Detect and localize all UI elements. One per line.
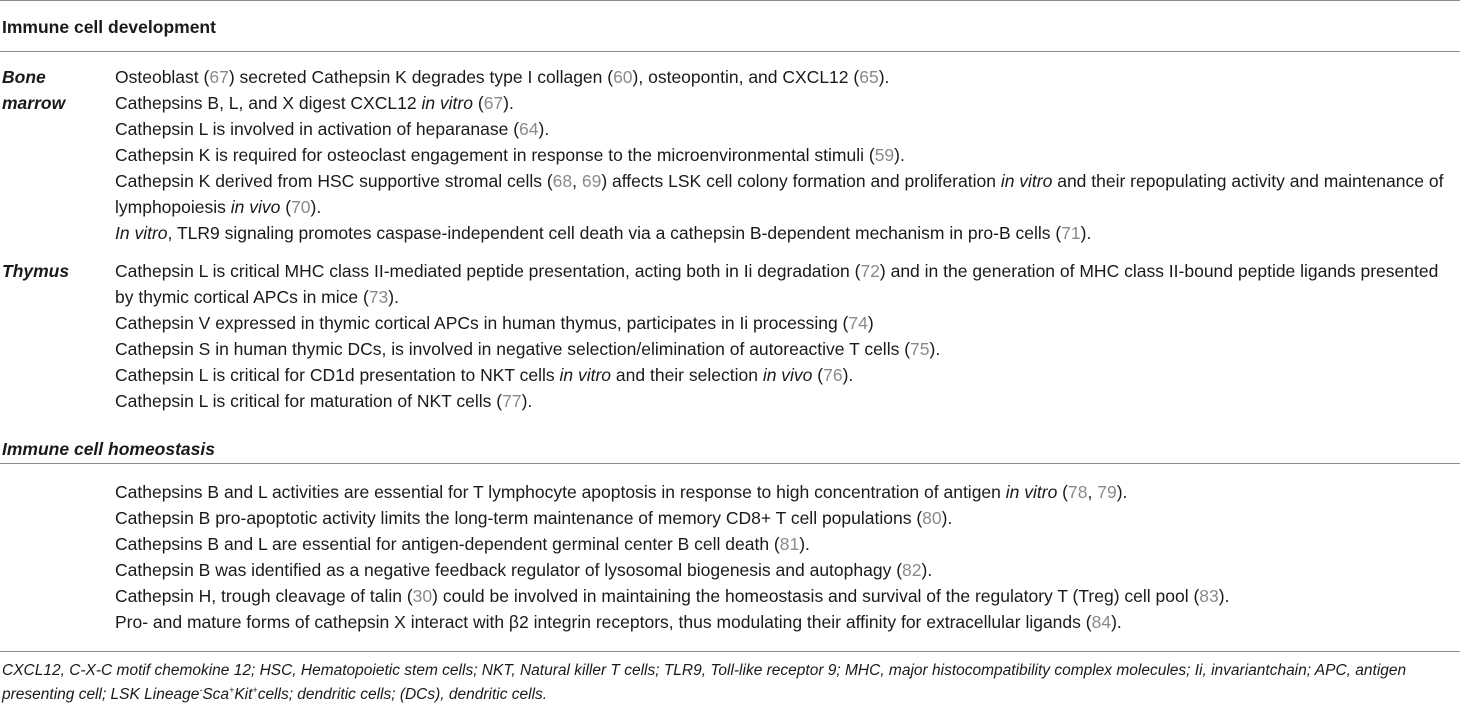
reference-link[interactable]: 68 xyxy=(552,171,573,191)
table-row xyxy=(115,531,1455,557)
text-segment: ) affects LSK cell colony formation and proliferation xyxy=(601,171,1001,191)
reference-link[interactable]: 79 xyxy=(1097,482,1117,502)
category-bone-marrow xyxy=(2,64,112,116)
table-row xyxy=(115,609,1455,635)
reference-link[interactable]: 72 xyxy=(860,261,880,281)
section-rule-homeostasis xyxy=(0,463,1460,464)
italic-term: in vitro xyxy=(1005,482,1058,502)
text-segment: Cathepsin L is critical for CD1d presentation to NKT cells xyxy=(115,365,560,385)
reference-link[interactable]: 65 xyxy=(859,67,879,87)
reference-link[interactable]: 82 xyxy=(902,560,922,580)
text-segment: ). xyxy=(1218,586,1230,606)
text-segment: Cathepsin V expressed in thymic cortical APCs in human thymus, participates in Ii processing ( xyxy=(115,313,849,333)
text-segment: ). xyxy=(842,365,854,385)
text-segment: Cathepsin H, trough cleavage of talin ( xyxy=(115,586,413,606)
superscript: + xyxy=(252,684,258,695)
reference-link[interactable]: 67 xyxy=(209,67,229,87)
rows-homeostasis xyxy=(115,479,1455,635)
text-segment: ). xyxy=(1111,612,1122,632)
table-row xyxy=(115,388,1455,414)
text-segment: ), osteopontin, and CXCL12 ( xyxy=(632,67,860,87)
reference-link[interactable]: 78 xyxy=(1068,482,1088,502)
reference-link[interactable]: 30 xyxy=(412,586,433,606)
table-row xyxy=(115,336,1455,362)
reference-link[interactable]: 84 xyxy=(1091,612,1112,632)
rows-bone-marrow xyxy=(115,64,1455,246)
text-segment: ). xyxy=(388,287,399,307)
section-rule-development xyxy=(0,51,1460,52)
text-segment: Cathepsins B and L are essential for antigen-dependent germinal center B cell death ( xyxy=(115,534,780,554)
text-segment: and their selection xyxy=(611,365,763,385)
italic-term: in vivo xyxy=(230,197,281,217)
text-segment: Cathepsins B, L, and X digest CXCL12 xyxy=(115,93,422,113)
table-row xyxy=(115,557,1455,583)
italic-term: in vitro xyxy=(1000,171,1053,191)
text-segment: ) xyxy=(867,313,874,333)
reference-link[interactable]: 77 xyxy=(502,391,522,411)
text-segment: ( xyxy=(812,365,824,385)
table-row xyxy=(115,116,1455,142)
text-segment: Cathepsin K derived from HSC supportive stromal cells ( xyxy=(115,171,553,191)
table-row xyxy=(115,64,1455,90)
text-segment: Cathepsin S in human thymic DCs, is involved in negative selection/elimination of autoreactive T cells ( xyxy=(115,339,911,359)
reference-link[interactable]: 69 xyxy=(581,171,602,191)
table-row xyxy=(115,583,1455,609)
reference-link[interactable]: 70 xyxy=(291,197,311,217)
reference-link[interactable]: 74 xyxy=(848,313,868,333)
text-segment: , xyxy=(1087,482,1098,502)
table-row xyxy=(115,479,1455,505)
text-segment: Cathepsin K is required for osteoclast engagement in response to the microenvironmental stimuli ( xyxy=(115,145,875,165)
text-segment: ) secreted Cathepsin K degrades type I collagen ( xyxy=(228,67,614,87)
table-row xyxy=(115,505,1455,531)
section-title-homeostasis: Immune cell homeostasis xyxy=(2,439,215,459)
text-segment: ). xyxy=(538,119,550,139)
text-segment: ). xyxy=(1080,223,1092,243)
italic-term: in vivo xyxy=(762,365,813,385)
category-line: Bone xyxy=(2,67,46,87)
text-segment: Cathepsin B was identified as a negative feedback regulator of lysosomal biogenesis and autophagy ( xyxy=(115,560,903,580)
text-segment: ). xyxy=(799,534,810,554)
text-segment: ). xyxy=(310,197,322,217)
text-segment: ( xyxy=(1057,482,1069,502)
reference-link[interactable]: 67 xyxy=(483,93,504,113)
top-rule xyxy=(0,0,1460,1)
reference-link[interactable]: 71 xyxy=(1061,223,1081,243)
table-row xyxy=(115,258,1455,310)
text-segment: and their repopulating activity and maintenance of lymphopoiesis xyxy=(115,171,1444,217)
rows-thymus xyxy=(115,258,1455,414)
table-row xyxy=(115,220,1455,246)
text-segment: ). xyxy=(929,339,941,359)
reference-link[interactable]: 80 xyxy=(922,508,942,528)
category-line: Thymus xyxy=(2,261,70,281)
table-footnote xyxy=(2,659,1454,706)
text-segment: ). xyxy=(921,560,933,580)
italic-term: in vitro xyxy=(421,93,473,113)
text-segment: CXCL12, C-X-C motif chemokine 12; HSC, Hematopoietic stem cells; NKT, Natural killer T cells; TLR9, Toll-like receptor 9; MHC, major histocompatibility complex molecules; Ii, invariantchain; APC, antigen presenting cell; LSK Lineage xyxy=(2,662,1407,703)
text-segment: , TLR9 signaling promotes caspase-independent cell death via a cathepsin B-dependent mechanism in pro-B cells ( xyxy=(167,223,1062,243)
text-segment: cells; dendritic cells; (DCs), dendritic cells. xyxy=(257,685,548,703)
text-segment: ). xyxy=(941,508,953,528)
text-segment: ) could be involved in maintaining the homeostasis and survival of the regulatory T (Treg) cell pool ( xyxy=(432,586,1200,606)
text-segment: ). xyxy=(521,391,533,411)
text-segment: ). xyxy=(894,145,905,165)
table-row xyxy=(115,362,1455,388)
table-row xyxy=(115,142,1455,168)
superscript: - xyxy=(199,684,203,695)
text-segment: Cathepsin B pro-apoptotic activity limits the long-term maintenance of memory CD8+ T cell populations ( xyxy=(115,508,923,528)
text-segment: Cathepsin L is critical for maturation of NKT cells ( xyxy=(115,391,503,411)
table-row xyxy=(115,90,1455,116)
text-segment: ) and in the generation of MHC class II-bound peptide ligands presented by thymic cortical APCs in mice ( xyxy=(115,261,1439,307)
bottom-rule xyxy=(0,651,1460,652)
reference-link[interactable]: 81 xyxy=(779,534,800,554)
category-line: marrow xyxy=(2,93,66,113)
table-row xyxy=(115,168,1455,220)
reference-link[interactable]: 83 xyxy=(1199,586,1219,606)
text-segment: Cathepsins B and L activities are essential for T lymphocyte apoptosis in response to high concentration of antigen xyxy=(115,482,1006,502)
italic-term: In vitro xyxy=(115,223,168,243)
table-row xyxy=(115,310,1455,336)
reference-link[interactable]: 75 xyxy=(910,339,930,359)
text-segment: ). xyxy=(878,67,890,87)
text-segment: Pro- and mature forms of cathepsin X interact with β2 integrin receptors, thus modulating their affinity for extracellular ligands ( xyxy=(115,612,1092,632)
text-segment: Cathepsin L is involved in activation of heparanase ( xyxy=(115,119,520,139)
text-segment: ). xyxy=(1116,482,1128,502)
text-segment: ). xyxy=(503,93,514,113)
reference-link[interactable]: 59 xyxy=(874,145,895,165)
reference-link[interactable]: 64 xyxy=(519,119,539,139)
text-segment: ( xyxy=(472,93,484,113)
reference-link[interactable]: 60 xyxy=(613,67,633,87)
text-segment: Osteoblast ( xyxy=(115,67,210,87)
text-segment: Kit xyxy=(234,685,253,703)
text-segment: Sca xyxy=(202,685,230,703)
text-segment: ( xyxy=(280,197,292,217)
italic-term: in vitro xyxy=(559,365,612,385)
section-title-development: Immune cell development xyxy=(2,17,216,37)
reference-link[interactable]: 76 xyxy=(823,365,843,385)
superscript: + xyxy=(229,684,235,695)
text-segment: Cathepsin L is critical MHC class II-mediated peptide presentation, acting both in Ii degradation ( xyxy=(115,261,861,281)
category-thymus xyxy=(2,258,112,284)
text-segment: , xyxy=(572,171,582,191)
reference-link[interactable]: 73 xyxy=(368,287,389,307)
